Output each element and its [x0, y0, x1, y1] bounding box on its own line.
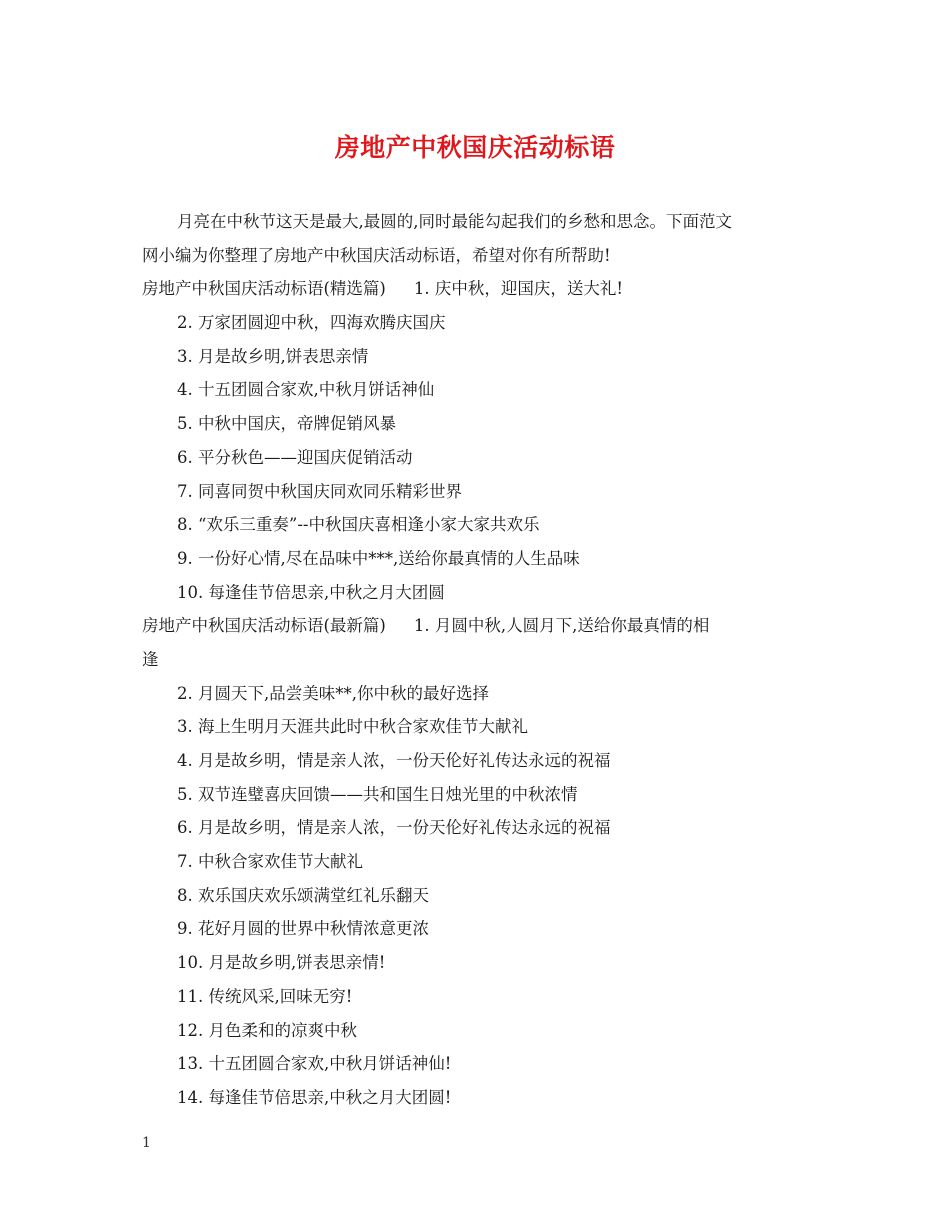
intro-line: 网小编为你整理了房地产中秋国庆活动标语，希望对你有所帮助!	[142, 245, 611, 265]
list-item: 1. 庆中秋，迎国庆，送大礼!	[413, 279, 623, 299]
list-item: 8. 欢乐国庆欢乐颂满堂红礼乐翻天	[177, 885, 429, 905]
section-heading: 房地产中秋国庆活动标语(精选篇)	[142, 279, 386, 299]
section-heading: 房地产中秋国庆活动标语(最新篇)	[142, 616, 386, 636]
list-item: 10. 月是故乡明,饼表思亲情!	[177, 953, 386, 973]
list-item: 6. 月是故乡明，情是亲人浓，一份天伦好礼传达永远的祝福	[177, 818, 611, 838]
list-item: 11. 传统风采,回味无穷!	[177, 986, 353, 1006]
section1-list	[142, 306, 814, 609]
list-item: 9. 花好月圆的世界中秋情浓意更浓	[177, 919, 429, 939]
list-item: 2. 月圆天下,品尝美味**,你中秋的最好选择	[177, 683, 489, 703]
section-heading-row	[142, 272, 814, 306]
list-item: 3. 月是故乡明,饼表思亲情	[177, 346, 369, 366]
list-item: 3. 海上生明月天涯共此时中秋合家欢佳节大献礼	[177, 717, 528, 737]
list-item: 14. 每逢佳节倍思亲,中秋之月大团圆!	[177, 1087, 452, 1107]
list-item: 5. 双节连璧喜庆回馈——共和国生日烛光里的中秋浓情	[177, 784, 578, 804]
list-item: 7. 同喜同贺中秋国庆同欢同乐精彩世界	[177, 481, 462, 501]
section-heading-row	[142, 609, 814, 643]
list-item: 4. 十五团圆合家欢,中秋月饼话神仙	[177, 380, 435, 400]
list-item-continuation: 逢	[142, 649, 159, 669]
list-item: 7. 中秋合家欢佳节大献礼	[177, 852, 363, 872]
list-item: 12. 月色柔和的凉爽中秋	[177, 1020, 357, 1040]
list-item: 4. 月是故乡明，情是亲人浓，一份天伦好礼传达永远的祝福	[177, 751, 611, 770]
page-title: 房地产中秋国庆活动标语	[334, 133, 616, 162]
document-body	[142, 205, 814, 1115]
list-item: 5. 中秋中国庆，帝牌促销风暴	[177, 414, 396, 434]
list-item: 10. 每逢佳节倍思亲,中秋之月大团圆	[177, 582, 445, 602]
list-item: 8. “欢乐三重奏”--中秋国庆喜相逢小家大家共欢乐	[177, 515, 540, 535]
list-item: 13. 十五团圆合家欢,中秋月饼话神仙!	[177, 1054, 452, 1074]
list-item: 2. 万家团圆迎中秋，四海欢腾庆国庆	[177, 313, 446, 333]
intro-line: 月亮在中秋节这天是最大,最圆的,同时最能勾起我们的乡愁和思念。下面范文	[177, 212, 732, 231]
list-item: 6. 平分秋色——迎国庆促销活动	[177, 447, 413, 467]
list-item: 1. 月圆中秋,人圆月下,送给你最真情的相	[413, 616, 710, 636]
section2-list	[142, 677, 814, 1115]
page-number: 1	[142, 1135, 151, 1151]
list-item: 9. 一份好心情,尽在品味中***,送给你最真情的人生品味	[177, 548, 580, 568]
